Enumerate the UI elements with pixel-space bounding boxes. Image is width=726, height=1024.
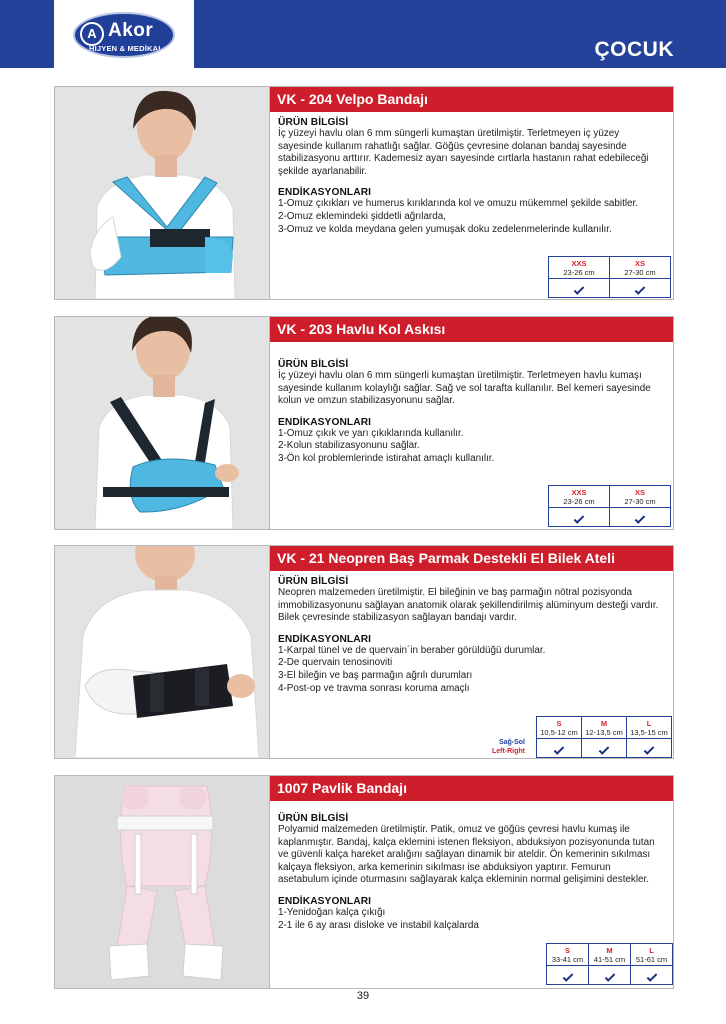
size-table: [536, 716, 672, 758]
header-band: [0, 0, 726, 68]
checkmark-icon: [574, 284, 585, 295]
indication-item: 2-1 ile 6 ay arası disloke ve instabil kalçalarda: [278, 919, 479, 931]
product-title: VK - 21 Neopren Baş Parmak Destekli El Bilek Ateli: [270, 546, 673, 571]
size-range: 23-26 cm: [563, 267, 595, 277]
size-cell: [549, 257, 610, 279]
girl-arm-sling-illustration: [55, 317, 269, 529]
brand-logo[interactable]: [73, 12, 175, 58]
indication-item: 2-Omuz eklemindeki şiddetli ağrılarda,: [278, 210, 446, 222]
indication-item: 1-Karpal tünel ve de quervain´in beraber görüldüğü durumlar.: [278, 644, 546, 656]
size-cell: [582, 717, 627, 739]
indication-item: 2-Kolun stabilizasyonunu sağlar.: [278, 440, 420, 452]
size-cell: [631, 944, 673, 966]
girl-wrist-splint-illustration: [55, 546, 269, 758]
size-range: 41-51 cm: [593, 954, 626, 964]
size-availability: [627, 739, 672, 758]
size-cell: [549, 486, 610, 508]
baby-pavlik-harness-illustration: [55, 776, 269, 988]
size-cell: [537, 717, 582, 739]
product-description: İç yüzeyi havlu olan 6 mm süngerli kumaştan üretilmiştir. Terletmeyen havlu kumaşı sayesinde kullanım kolaylığı sağlar. Sağ ve sol tarafta kullanılır. Bel kemeri sayesinde kolun ve omzun stabilizasyonunu sağlar.: [278, 370, 651, 407]
product-card-vk21: [54, 545, 674, 759]
checkmark-icon: [644, 744, 655, 755]
size-cell: [627, 717, 672, 739]
product-title: VK - 203 Havlu Kol Askısı: [270, 317, 673, 342]
indications-heading: ENDİKASYONLARI: [278, 633, 372, 645]
checkmark-icon: [599, 744, 610, 755]
size-availability: [547, 966, 589, 985]
product-card-vk204: [54, 86, 674, 300]
size-code: XXS: [571, 258, 587, 268]
indication-item: 2-De quervain tenosinoviti: [278, 657, 393, 669]
size-table: [546, 943, 673, 985]
size-range: 51-61 cm: [635, 954, 668, 964]
size-cell: [589, 944, 631, 966]
product-info-heading: ÜRÜN BİLGİSİ: [278, 576, 349, 587]
size-table: [548, 256, 671, 298]
indication-item: 3-Omuz ve kolda meydana gelen yumuşak doku zedelenmelerinde kullanılır.: [278, 223, 612, 235]
page-number: 39: [356, 990, 370, 1002]
side-label: [475, 739, 525, 756]
size-range: 23-26 cm: [563, 496, 595, 506]
indication-item: 4-Post-op ve travma sonrası koruma amaçlı: [278, 682, 470, 694]
indications-list: [270, 907, 673, 932]
checkmark-icon: [646, 971, 657, 982]
size-code: XXS: [571, 487, 587, 497]
girl-velpo-bandage-illustration: [55, 87, 269, 299]
size-availability: [610, 279, 671, 298]
size-table: [548, 485, 671, 527]
product-info-heading: ÜRÜN BİLGİSİ: [278, 359, 349, 370]
size-cell: [547, 944, 589, 966]
indications-list: [270, 645, 673, 695]
indication-item: 1-Omuz çıkık ve yarı çıkıklarında kullanılır.: [278, 427, 464, 439]
product-title: VK - 204 Velpo Bandajı: [270, 87, 673, 112]
size-code: XS: [634, 258, 645, 268]
size-code: S: [556, 718, 562, 728]
indications-list: [270, 428, 673, 466]
product-photo: [55, 546, 269, 758]
size-range: 27-30 cm: [624, 267, 656, 277]
product-card-1007: [54, 775, 674, 989]
side-label-en: Left-Right: [491, 747, 525, 755]
indications-heading: ENDİKASYONLARI: [278, 416, 372, 428]
logo-box: [54, 0, 194, 68]
product-title: 1007 Pavlik Bandajı: [270, 776, 673, 801]
checkmark-icon: [562, 971, 573, 982]
size-code: XS: [634, 487, 645, 497]
product-description: Polyamid malzemeden üretilmiştir. Patik, omuz ve göğüs çevresi havlu kumaş ile kaplanmıştır. Bandaj, kalça eklemini istenen fleksiyon, abduksiyon pozisyonunda tutan ve güvenli kalça hareket aralığını sağlayan dinamik bir ateldir. Ön kemerinin sıkılması kalçaya fleksiyon, arka kemerinin sıkılması ise abduksiyon yaptırır. Femurun asetabulum içinde oturmasını sağlayarak kalça ekleminin normal gelişimini destekler.: [278, 824, 655, 886]
size-availability: [549, 508, 610, 527]
size-availability: [549, 279, 610, 298]
product-description: Neopren malzemeden üretilmiştir. El bileğinin ve baş parmağın nötral pozisyonda immobilizasyonunu sağlayan anatomik olarak şekillendirilmiş alüminyum desteği vardır. Bilek çevresinde stabilizasyon sağlayan bandajı vardır.: [278, 587, 659, 624]
size-availability: [537, 739, 582, 758]
size-cell: [610, 257, 671, 279]
indication-item: 1-Omuz çıkıkları ve humerus kırıklarında kol ve omuzu mükemmel şekilde sabitler.: [278, 198, 639, 210]
checkmark-icon: [635, 513, 646, 524]
size-range: 10,5-12 cm: [540, 727, 578, 737]
indications-heading: ENDİKASYONLARI: [278, 895, 372, 907]
product-info-heading: ÜRÜN BİLGİSİ: [278, 813, 349, 824]
size-code: L: [649, 945, 654, 955]
size-availability: [589, 966, 631, 985]
logo-emblem-icon: A: [80, 22, 104, 46]
product-photo: [55, 776, 269, 988]
checkmark-icon: [554, 744, 565, 755]
size-code: L: [646, 718, 652, 728]
indication-item: 3-Ön kol problemlerinde istirahat amaçlı kullanılır.: [278, 452, 495, 464]
indication-item: 1-Yenidoğan kalça çıkığı: [278, 906, 386, 918]
size-range: 27-30 cm: [624, 496, 656, 506]
product-card-vk203: [54, 316, 674, 530]
indication-item: 3-El bileğin ve baş parmağın ağrılı durumları: [278, 669, 473, 681]
size-code: M: [606, 945, 613, 955]
category-title: ÇOCUK: [594, 38, 674, 61]
checkmark-icon: [604, 971, 615, 982]
indications-heading: ENDİKASYONLARI: [278, 187, 372, 199]
size-range: 13,5-15 cm: [630, 727, 668, 737]
product-description: İç yüzeyi havlu olan 6 mm süngerli kumaştan üretilmiştir. Terletmeyen iç yüzey sayesinde kullanım rahatlığı sağlar. Göğüs çevresine dolanan bandaj sayesinde stabilizasyonu arttırır. Kademesiz ayarı sayesinde cırtlarla hastanın rahat edebileceği şekilde ayarlanabilir.: [278, 128, 649, 177]
logo-name: Akor: [108, 20, 154, 41]
size-availability: [610, 508, 671, 527]
checkmark-icon: [574, 513, 585, 524]
size-availability: [631, 966, 673, 985]
logo-subtitle: HIJYEN & MEDİKAL: [89, 44, 164, 53]
size-code: M: [600, 718, 608, 728]
size-cell: [610, 486, 671, 508]
product-photo: [55, 317, 269, 529]
product-info-heading: ÜRÜN BİLGİSİ: [278, 117, 349, 128]
indications-list: [270, 198, 673, 236]
side-label-tr: Sağ-Sol: [498, 739, 525, 746]
size-range: 12-13,5 cm: [585, 727, 623, 737]
size-code: S: [564, 945, 570, 955]
size-range: 33-41 cm: [551, 954, 584, 964]
product-photo: [55, 87, 269, 299]
checkmark-icon: [635, 284, 646, 295]
size-availability: [582, 739, 627, 758]
